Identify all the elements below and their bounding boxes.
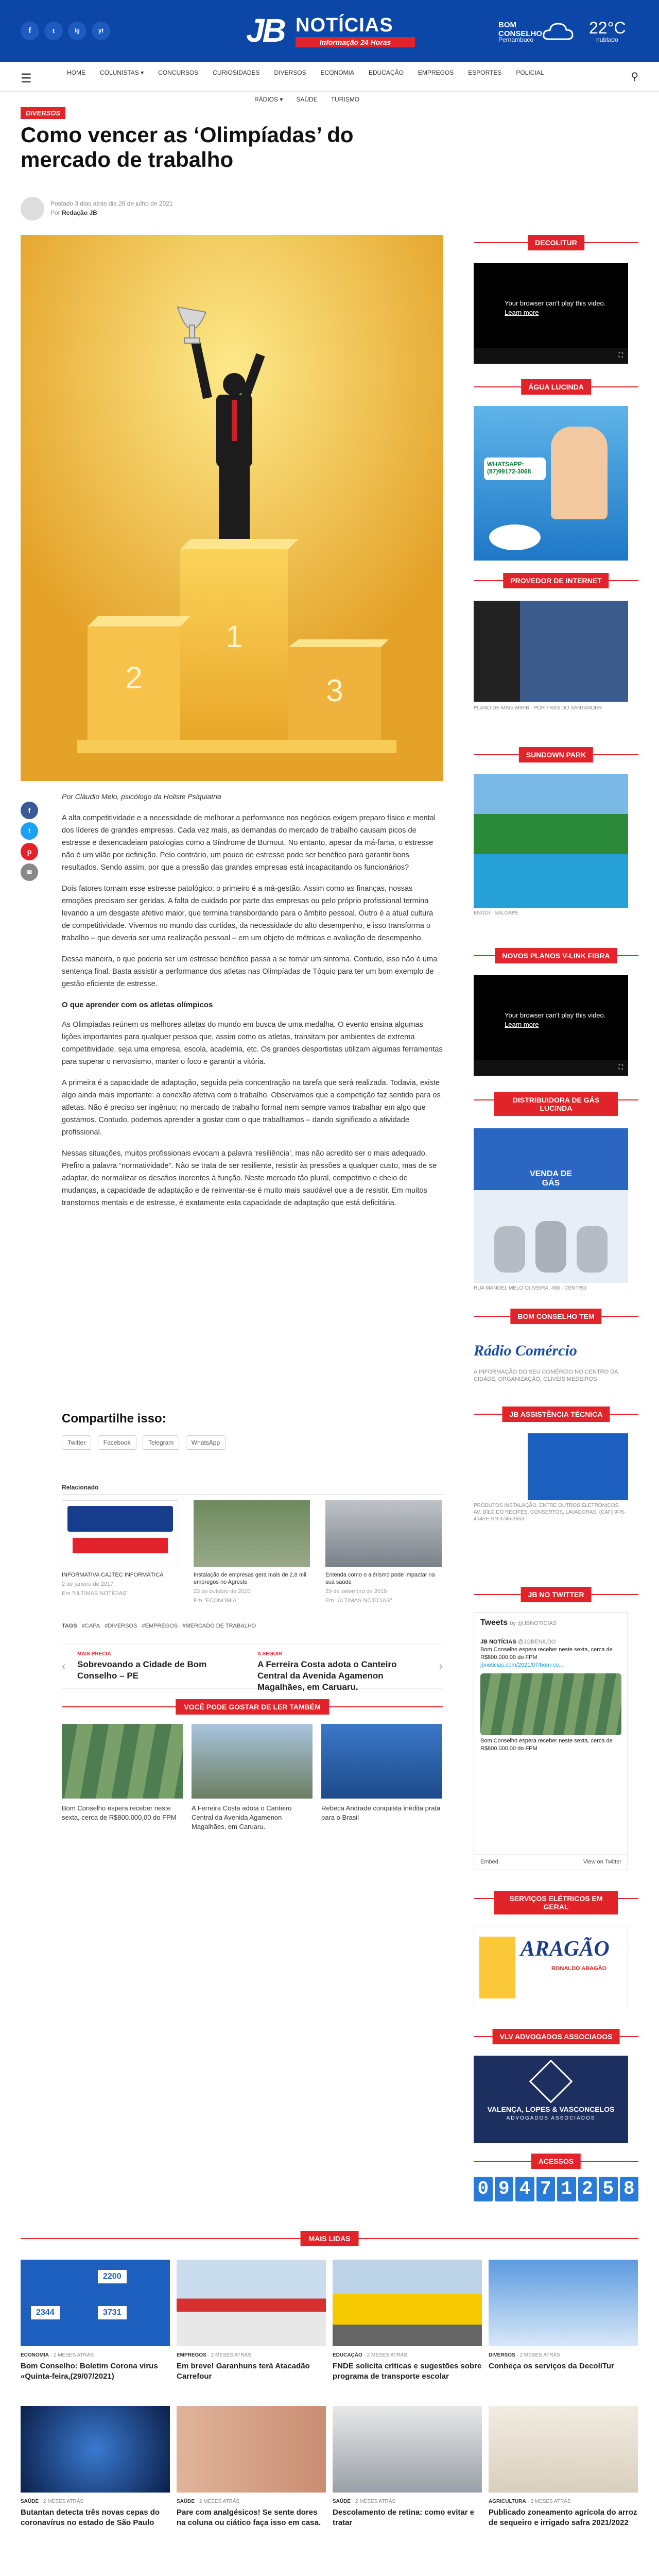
- sidebar-label: ACESSOS: [531, 2154, 581, 2169]
- mais-lidas-item[interactable]: EMPREGOS · 2 MESES ATRÁS Em breve! Garanhuns terá Atacadão Carrefour: [177, 2260, 326, 2382]
- tweet-image: [480, 1673, 621, 1735]
- next-label: A SEGUIR: [257, 1651, 282, 1657]
- by-label: Por: [50, 209, 60, 216]
- logo-jb: JB: [246, 12, 284, 49]
- mais-lidas-label: MAIS LIDAS: [301, 2231, 359, 2246]
- nav-radios[interactable]: RÁDIOS ▾: [254, 96, 283, 103]
- mais-lidas-ago: 2 MESES ATRÁS: [355, 2499, 396, 2504]
- prev-post[interactable]: [77, 1651, 247, 1682]
- nav-turismo[interactable]: TURISMO: [331, 96, 360, 103]
- you-may-like-item[interactable]: [62, 1724, 183, 1822]
- category-badge[interactable]: DIVERSOS: [21, 107, 65, 119]
- counter-digit: 8: [620, 2177, 639, 2201]
- related-date: 29 de setembro de 2019: [325, 1588, 387, 1595]
- youtube-icon[interactable]: yt: [92, 22, 110, 40]
- related-category: Em "ÚLTIMAS NOTÍCIAS": [325, 1598, 392, 1604]
- hero-image: [21, 235, 443, 781]
- mais-lidas-image: [177, 2260, 326, 2346]
- you-may-like-image: [321, 1724, 442, 1799]
- counter-digit: 5: [599, 2177, 618, 2201]
- related-image: [62, 1500, 178, 1567]
- tweet-text: Bom Conselho espera receber neste sexta, cerca de R$800.000,00 do FPM: [480, 1647, 613, 1660]
- mais-lidas-item[interactable]: SAÚDE · 2 MESES ATRÁS Butantan detecta três novas cepas do coronavírus no estado de São Paulo: [21, 2406, 170, 2528]
- share-twitter-button[interactable]: Twitter: [62, 1435, 91, 1450]
- related-label: Relacionado: [62, 1484, 443, 1495]
- video-player[interactable]: [474, 263, 628, 364]
- share-box: [62, 1412, 443, 1450]
- twitter-widget[interactable]: [474, 1613, 628, 1870]
- sidebar-label: PROVEDOR DE INTERNET: [503, 573, 609, 588]
- mais-lidas-title: FNDE solicita críticas e sugestões sobre programa de transporte escolar: [333, 2362, 482, 2381]
- mais-lidas-title: Conheça os serviços da DecoliTur: [489, 2362, 614, 2370]
- related-section: [62, 1484, 443, 1604]
- twitter-icon[interactable]: t: [44, 22, 63, 40]
- related-image: [194, 1500, 310, 1567]
- main-nav: [0, 62, 659, 92]
- sidebar-title-gas: [474, 1092, 638, 1112]
- counter-digit: 4: [515, 2177, 534, 2201]
- you-may-like-image: [62, 1724, 183, 1799]
- cloud-icon: [542, 21, 575, 41]
- you-may-like-item[interactable]: [321, 1724, 442, 1822]
- article-subheading: O que aprender com os atletas olímpicos: [62, 1001, 213, 1009]
- logo-tagline: Informação 24 Horas: [296, 37, 415, 47]
- nav-home[interactable]: HOME: [67, 69, 85, 76]
- svg-text:3: 3: [326, 673, 343, 708]
- author-link[interactable]: Redação JB: [62, 209, 97, 216]
- nav-policial[interactable]: POLICIAL: [516, 69, 544, 76]
- sidebar-title-agua: [474, 379, 638, 395]
- mais-lidas-title: Em breve! Garanhuns terá Atacadão Carrefour: [177, 2362, 310, 2381]
- article-body: [62, 812, 443, 1218]
- svg-text:1: 1: [226, 619, 243, 654]
- prev-title: Sobrevoando a Cidade de Bom Conselho – PE: [77, 1659, 207, 1681]
- facebook-icon[interactable]: f: [21, 22, 39, 40]
- tags-row: [62, 1623, 443, 1629]
- nav-curiosidades[interactable]: CURIOSIDADES: [213, 69, 260, 76]
- related-item[interactable]: [62, 1500, 178, 1597]
- related-date: 2 de janeiro de 2017: [62, 1581, 114, 1587]
- mais-lidas-ago: 2 MESES ATRÁS: [53, 2352, 94, 2358]
- mais-lidas-item[interactable]: DIVERSOS · 2 MESES ATRÁS Conheça os serviços da DecoliTur: [489, 2260, 638, 2371]
- nav-menu: [67, 69, 613, 76]
- sundown-caption: ENGDI - SALGAPE: [474, 910, 519, 916]
- related-title: Instalação de empresas gera mais de 2,8 mil empregos no Agreste: [194, 1572, 306, 1585]
- top-header: [0, 0, 659, 62]
- instagram-icon[interactable]: ig: [68, 22, 86, 40]
- mais-lidas-ago: 2 MESES ATRÁS: [367, 2352, 407, 2358]
- sidebar-label: DECOLITUR: [528, 235, 584, 250]
- you-may-like-title: A Ferreira Costa adota o Canteiro Central da Avenida Agamenon Magalhães, em Caruaru.: [192, 1804, 292, 1831]
- sidebar-label: JB NO TWITTER: [521, 1587, 592, 1602]
- site-logo[interactable]: [246, 11, 416, 50]
- share-facebook-button[interactable]: Facebook: [98, 1435, 136, 1450]
- mais-lidas-title: Publicado zoneamento agrícola do arroz de sequeiro e irrigado safra 2021/2022: [489, 2508, 637, 2527]
- you-may-like-item[interactable]: [192, 1724, 313, 1832]
- boletim-number: 2344: [31, 2306, 60, 2319]
- mais-lidas-image: [21, 2406, 170, 2493]
- you-may-like-header: [62, 1699, 443, 1715]
- gas-lucinda-ad[interactable]: [474, 1128, 628, 1283]
- mais-lidas-item[interactable]: EDUCAÇÃO · 2 MESES ATRÁS FNDE solicita críticas e sugestões sobre programa de transporte escolar: [333, 2260, 482, 2382]
- mais-lidas-category[interactable]: EDUCAÇÃO: [333, 2352, 362, 2358]
- sidebar-title-provedor: [474, 573, 638, 588]
- mais-lidas-title: Descolamento de retina: como evitar e tratar: [333, 2508, 475, 2527]
- mais-lidas-ago: 2 MESES ATRÁS: [211, 2352, 251, 2358]
- nav-esportes[interactable]: ESPORTES: [468, 69, 502, 76]
- logo-name: NOTÍCIAS: [296, 14, 393, 36]
- weather-temp: 22°C: [589, 19, 626, 37]
- sidebar-title-eletricos: [474, 1891, 638, 1911]
- related-title: Entenda como o alérismo pode impactar na sua saúde: [325, 1572, 435, 1585]
- mais-lidas-category[interactable]: SAÚDE: [177, 2499, 195, 2504]
- share-facebook-icon[interactable]: f: [21, 802, 38, 819]
- aragao-logo: ARAGÃO: [521, 1937, 610, 1961]
- sidebar-label: SERVIÇOS ELÉTRICOS EM GERAL: [494, 1891, 618, 1914]
- chevron-right-icon[interactable]: ›: [439, 1659, 443, 1672]
- prev-label: MAIS PRECIA: [77, 1651, 111, 1657]
- paragraph: Nessas situações, muitos profissionais evocam a palavra ‘resiliência’, mas não acredito ser o mais adequado. Prefiro a palavra “normatividade”. Não se trata de ser resiliente, resistir às pressões a qualquer custo, mas de se adaptar, de normalizar os desafios inerentes à função. Neste mercado tão plural, competitivo e cheio de mudanças, a capacidade de adaptação e de reinventar-se é muito mais saudável que a de resistir. Em muitos transtornos mentais e de estresse, é exatamente esta capacidade de adaptação que está deficitária.: [62, 1149, 437, 1207]
- learn-more-link[interactable]: Learn more: [505, 309, 539, 316]
- fullscreen-icon[interactable]: ⛶: [618, 351, 623, 359]
- share-pinterest-icon[interactable]: p: [21, 843, 38, 860]
- related-item[interactable]: [194, 1500, 310, 1604]
- weather-state: Pernambuco: [498, 36, 534, 43]
- sundown-park-ad[interactable]: [474, 774, 628, 908]
- nav-diversos[interactable]: DIVERSOS: [274, 69, 306, 76]
- mais-lidas-image: [489, 2260, 638, 2346]
- share-whatsapp-button[interactable]: WhatsApp: [186, 1435, 226, 1450]
- mais-lidas-ago: 2 MESES ATRÁS: [530, 2499, 571, 2504]
- provedor-ad[interactable]: [474, 601, 628, 702]
- mais-lidas-category[interactable]: SAÚDE: [21, 2499, 39, 2504]
- assist-ad[interactable]: [474, 1433, 628, 1500]
- assist-caption: PRODUTOS INSTALAÇÃO, ENTRE OUTROS ELETRONICOS, AV. DÍLO DO RECIFES, CONSERTOS, LAVADORAS, (CAF) 9'45-4045'E 9 9 9745-3653: [474, 1503, 626, 1522]
- video-message: Your browser can't play this video.: [505, 1011, 606, 1019]
- sidebar-title-acessos: [474, 2154, 638, 2169]
- author-avatar: [21, 197, 44, 221]
- whatsapp-number: (87)99172-3068: [487, 468, 531, 475]
- view-on-twitter-link[interactable]: View on Twitter: [583, 1859, 621, 1865]
- tweet-link[interactable]: jbnoticias.com/2021/07/bom-co...: [480, 1662, 564, 1668]
- related-category: Em "ECONOMIA": [194, 1598, 239, 1604]
- aragao-name: RONALDO ARAGÃO: [551, 1965, 607, 1972]
- nav-colunistas[interactable]: COLUNISTAS ▾: [100, 69, 144, 76]
- sidebar-label: SUNDOWN PARK: [519, 747, 593, 762]
- sidebar-label: JB ASSISTÊNCIA TÉCNICA: [502, 1406, 610, 1422]
- you-may-like-title: Bom Conselho espera receber neste sexta, cerca de R$800.000,00 do FPM: [62, 1804, 177, 1821]
- visitor-counter: [474, 2177, 638, 2201]
- counter-digit: 7: [536, 2177, 556, 2201]
- weather-widget: [486, 19, 640, 44]
- mais-lidas-title: Pare com analgésicos! Se sente dores na coluna ou ciático faça isso em casa.: [177, 2508, 321, 2527]
- nav-empregos[interactable]: EMPREGOS: [418, 69, 454, 76]
- related-date: 23 de outubro de 2020: [194, 1588, 251, 1595]
- whatsapp-label: WHATSAPP:: [487, 461, 524, 468]
- nav-saude[interactable]: SAÚDE: [296, 96, 318, 103]
- related-item[interactable]: [325, 1500, 442, 1604]
- mais-lidas-title: Bom Conselho: Boletim Corona virus «Quinta-feira,(29/07/2021): [21, 2362, 158, 2381]
- mais-lidas-ago: 2 MESES ATRÁS: [199, 2499, 240, 2504]
- radio-comercio-logo[interactable]: Rádio Comércio: [474, 1342, 577, 1359]
- sidebar-title-sundown: [474, 747, 638, 762]
- post-navigation: [62, 1643, 443, 1692]
- sidebar-label: ÁGUA LUCINDA: [521, 379, 591, 395]
- paragraph: A primeira é a capacidade de adaptação, seguida pela concentração na tarefa que será realizada. Todavia, existe algo ainda mais importante: a conexão afetiva com o trabalho. Observamos que a competição faz sentido para os atletas. Não é preciso ser ingênuo; no mercado de trabalho formal nem sempre vamos trabalhar em algo que gostamos. Contudo, podemos aprender a gostar com o que trabalhamos – dando significado a atividade profissional.: [62, 1079, 441, 1137]
- paragraph: As Olimpíadas reúnem os melhores atletas do mundo em busca de uma medalha. O evento ensina algumas lições importantes para qualquer pessoa que, assim como os atletas, transitam por ambientes de extrema competitividade, seja uma empresa, escola, academia, etc. Os grandes desportistas utilizam algumas ferramentas para superar o nervosismo, manter o foco e garantir a vitória.: [62, 1021, 443, 1066]
- sidebar-title-vlink: [474, 948, 638, 963]
- mais-lidas-ago: 2 MESES ATRÁS: [43, 2499, 84, 2504]
- gas-caption: RUA MANOEL MELO OLIVEIRA, 488 - CENTRO: [474, 1285, 586, 1291]
- counter-digit: 0: [474, 2177, 493, 2201]
- post-date: Postado 3 dias atrás dia 26 de julho de 2021: [50, 200, 173, 207]
- mais-lidas-image: [21, 2260, 170, 2346]
- vlv-ad[interactable]: [474, 2056, 628, 2143]
- agua-lucinda-ad[interactable]: [474, 406, 628, 561]
- mais-lidas-item[interactable]: SAÚDE · 2 MESES ATRÁS Pare com analgésicos! Se sente dores na coluna ou ciático faça isso em casa.: [177, 2406, 326, 2528]
- mais-lidas-category[interactable]: SAÚDE: [333, 2499, 351, 2504]
- you-may-like-image: [192, 1724, 313, 1799]
- sidebar-label: VLV ADVOGADOS ASSOCIADOS: [493, 2029, 620, 2044]
- mais-lidas-ago: 2 MESES ATRÁS: [519, 2352, 560, 2358]
- mais-lidas-image: [333, 2406, 482, 2493]
- weather-city: BOM CONSELHO: [498, 21, 543, 38]
- counter-digit: 9: [495, 2177, 514, 2201]
- fullscreen-icon[interactable]: ⛶: [618, 1063, 623, 1071]
- aragao-ad[interactable]: [474, 1926, 628, 2008]
- video-message: Your browser can't play this video.: [505, 299, 606, 307]
- sidebar-label: BOM CONSELHO TEM: [510, 1309, 601, 1324]
- boletim-number: 3731: [98, 2306, 127, 2319]
- radio-caption: A INFORMAÇÃO DO SEU COMÉRCIO NO CENTRO DA CIDADE, ORGANIZAÇÃO, OLIVEIS MEDEIROS: [474, 1369, 618, 1382]
- you-may-like-label: VOCÊ PODE GOSTAR DE LER TAMBÉM: [176, 1699, 329, 1715]
- menu-icon[interactable]: ☰: [21, 72, 32, 86]
- mais-lidas-image: [333, 2260, 482, 2346]
- sidebar-label: NOVOS PLANOS V-LINK FIBRA: [495, 948, 617, 963]
- mais-lidas-image: [177, 2406, 326, 2493]
- nav-educacao[interactable]: EDUCAÇÃO: [368, 69, 404, 76]
- mais-lidas-item[interactable]: 2200 2344 3731 ECONOMIA · 2 MESES ATRÁS Bom Conselho: Boletim Corona virus «Quinta-feira,(29/07/2021): [21, 2260, 170, 2382]
- mais-lidas-title: Butantan detecta três novas cepas do coronavírus no estado de São Paulo: [21, 2508, 160, 2527]
- video-player[interactable]: [474, 975, 628, 1076]
- sidebar-title-twitter: [474, 1587, 638, 1602]
- provedor-caption: PLANO DE MAIS MIPIB - POR TRÁS DO SANTANDER: [474, 705, 602, 711]
- tag-link[interactable]: #CAPA: [81, 1623, 100, 1629]
- learn-more-link[interactable]: Learn more: [505, 1021, 539, 1028]
- share-telegram-button[interactable]: Telegram: [143, 1435, 179, 1450]
- sidebar-title-decolitur: [474, 235, 638, 250]
- share-twitter-icon[interactable]: t: [21, 822, 38, 840]
- mais-lidas-header: [21, 2231, 638, 2246]
- mais-lidas-item[interactable]: AGRICULTURA · 2 MESES ATRÁS Publicado zoneamento agrícola do arroz de sequeiro e irrigado safra 2021/2022: [489, 2406, 638, 2528]
- mais-lidas-category[interactable]: AGRICULTURA: [489, 2499, 526, 2504]
- article-byline: Por Cláudio Melo, psicólogo da Holiste Psiquiatria: [62, 792, 221, 801]
- sidebar-title-assist: [474, 1406, 638, 1422]
- search-icon[interactable]: ⚲: [631, 71, 638, 82]
- paragraph: A alta competitividade e a necessidade de melhorar a performance nos negócios exigem preparo físico e mental dos líderes de grandes empresas. Cada vez mais, as demandas do mercado de trabalho causam picos de estresse e desencadeiam patologias como a Síndrome de Burnout. No entanto, apesar da má-fama, o estresse não é um vilão por definição. Pelo contrário, um pouco de estresse pode ser benéfico para garantir bons resultados. Sendo assim, por que a pressão das grandes empresas está incapacitando os funcionários?: [62, 814, 436, 872]
- mais-lidas-category[interactable]: DIVERSOS: [489, 2352, 515, 2358]
- chevron-left-icon[interactable]: ‹: [62, 1659, 66, 1672]
- related-category: Em "ÚLTIMAS NOTÍCIAS": [62, 1590, 129, 1597]
- tag-link[interactable]: #DIVERSOS: [105, 1623, 137, 1629]
- you-may-like-title: Rebeca Andrade conquista inédita prata para o Brasil: [321, 1804, 441, 1821]
- mais-lidas-category[interactable]: EMPREGOS: [177, 2352, 206, 2358]
- embed-link[interactable]: Embed: [480, 1859, 498, 1865]
- sidebar-title-radio: [474, 1309, 638, 1324]
- paragraph: Dessa maneira, o que poderia ser um estresse benéfico passa a se tornar um sintoma. Contudo, isso não é uma sentença final. Basta assistir a performance dos atletas nas Olimpíadas de Tóquio para ter um bom exemplo de gestão eficiente de estresse.: [62, 955, 438, 988]
- mais-lidas-category[interactable]: ECONOMIA: [21, 2352, 49, 2358]
- mais-lidas-image: [489, 2406, 638, 2493]
- tag-link[interactable]: #EMPREGOS: [142, 1623, 178, 1629]
- related-image: [325, 1500, 442, 1567]
- nav-concursos[interactable]: CONCURSOS: [158, 69, 199, 76]
- tag-link[interactable]: #MERCADO DE TRABALHO: [182, 1623, 256, 1629]
- article-title: Como vencer as ‘Olimpíadas’ do mercado de trabalho: [21, 123, 354, 172]
- share-email-icon[interactable]: ✉: [21, 863, 38, 881]
- svg-text:2: 2: [125, 660, 143, 695]
- boletim-number: 2200: [98, 2270, 127, 2283]
- next-post[interactable]: [257, 1651, 427, 1693]
- tags-label: TAGS: [62, 1623, 77, 1629]
- counter-digit: 2: [578, 2177, 597, 2201]
- nav-second-row: [254, 96, 359, 103]
- tweet-card: Bom Conselho espera receber neste sexta, cerca de R$800.000,00 do FPM: [480, 1738, 613, 1752]
- sidebar-label: DISTRIBUIDORA DE GÁS LUCINDA: [494, 1092, 618, 1116]
- next-title: A Ferreira Costa adota o Canteiro Central da Avenida Agamenon Magalhães, em Caruaru.: [257, 1659, 397, 1692]
- vlv-sub: ADVOGADOS ASSOCIADOS: [506, 2115, 596, 2121]
- related-title: INFORMATIVA CAJTEC INFORMÁTICA: [62, 1572, 164, 1578]
- vlv-name: VALENÇA, LOPES & VASCONCELOS: [487, 2105, 615, 2113]
- mais-lidas-item[interactable]: SAÚDE · 2 MESES ATRÁS Descolamento de retina: como evitar e tratar: [333, 2406, 482, 2528]
- tweets-by[interactable]: by @JBNOTICIAS: [510, 1620, 557, 1626]
- nav-economia[interactable]: ECONOMIA: [320, 69, 354, 76]
- sidebar-title-vlv: [474, 2029, 638, 2044]
- share-title: Compartilhe isso:: [62, 1412, 166, 1426]
- paragraph: Dois fatores tornam esse estresse patológico: o primeiro é a má-gestão. Assim como as finanças, nossas emoções precisam ser geridas. A falta de cuidado por parte das empresas ou pelo próprio profissional termina levando a um desgaste afetivo maior, que termina transbordando para o âmbito pessoal. Outro é a atual cultura de competitividade. Vivemos no mundo das curtidas, da necessidade do alto desempenho, e isso transforma o trabalho – que deveria ser uma realização pessoal – em um objeto de métricas e avaliação de desempenho.: [62, 885, 433, 942]
- weather-condition: nublado: [596, 36, 618, 43]
- counter-digit: 1: [557, 2177, 576, 2201]
- tweet-handle: @JOBENILDO: [517, 1639, 556, 1645]
- tweets-title: Tweets: [480, 1618, 508, 1627]
- gas-sale-text: VENDA DE GÁS: [529, 1170, 573, 1188]
- tweet-author: JB NOTÍCIAS: [480, 1639, 516, 1645]
- post-author: [50, 209, 97, 216]
